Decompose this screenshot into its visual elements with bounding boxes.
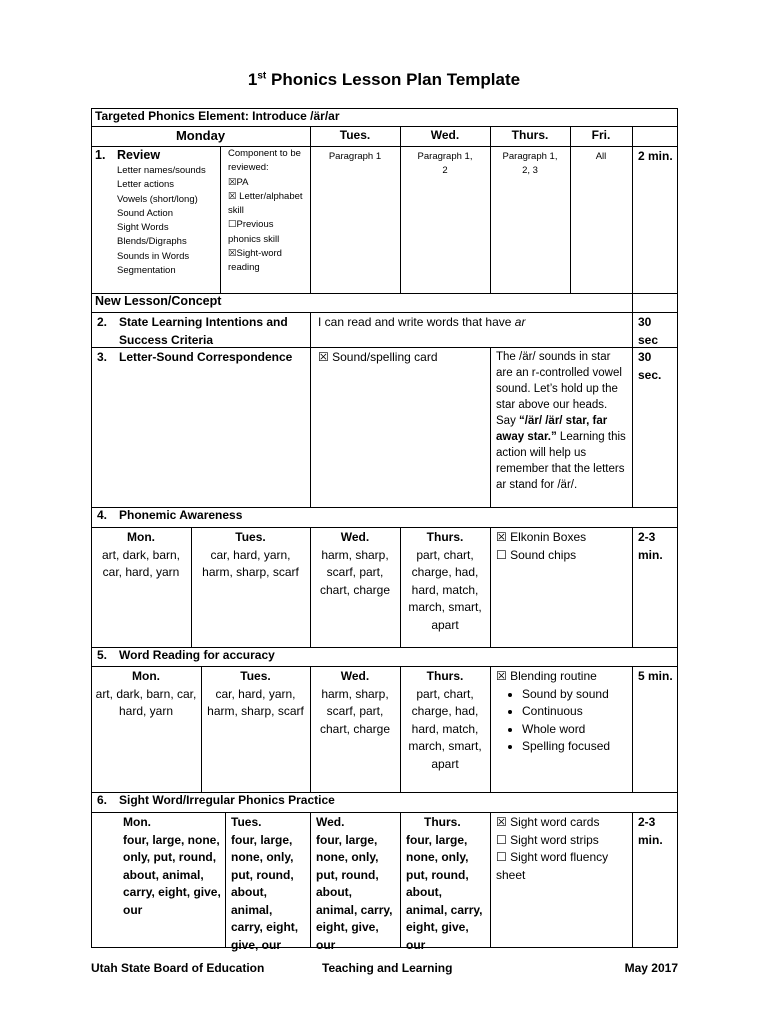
day-header-wed: Wed.	[430, 128, 460, 142]
list-item: • Spelling focused	[522, 738, 628, 756]
review-cell	[91, 146, 220, 293]
section-4-title: 4. Phonemic Awareness	[97, 508, 243, 522]
footer-right: May 2017	[624, 961, 678, 975]
wr-tuesday: Tues. car, hard, yarn, harm, sharp, scarf	[207, 669, 304, 718]
section-3-material: ☒ Sound/spelling card	[318, 350, 438, 364]
review-item: Letter names/sounds	[117, 165, 206, 176]
day-header-fri: Fri.	[591, 128, 611, 142]
component-label: Component to be reviewed:	[228, 148, 301, 174]
sound-chips-checkbox: ☐ Sound chips	[496, 547, 577, 562]
component-pa-checkbox: ☒PA	[228, 176, 249, 188]
targeted-phonics-element: Targeted Phonics Element: Introduce /är/ar	[95, 109, 340, 123]
wr-wednesday: Wed. harm, sharp, scarf, part, chart, charge	[319, 669, 391, 736]
pa-monday: Mon. art, dark, barn, car, hard, yarn	[101, 530, 181, 579]
component-letter-checkbox: ☒ Letter/alphabet skill	[228, 190, 303, 217]
section-5-time: 5 min.	[638, 669, 673, 683]
review-item: Letter actions	[117, 179, 175, 191]
component-sightword-checkbox: ☒Sight-word reading	[228, 248, 282, 274]
sw-materials	[490, 812, 632, 886]
pa-wednesday: Wed. harm, sharp, scarf, part, chart, charge	[319, 530, 391, 597]
elkonin-boxes-checkbox: ☒ Elkonin Boxes	[496, 530, 587, 544]
review-item: Sound Action	[117, 207, 173, 219]
review-heading: 1. Review	[95, 148, 161, 162]
footer-center: Teaching and Learning	[322, 961, 453, 975]
section-3-time: 30 sec.	[638, 350, 662, 382]
list-item: • Continuous	[522, 703, 628, 721]
sw-tuesday: Tues. four, large, none, only, put, round, about, animal, carry, eight, give, our	[231, 815, 299, 952]
list-item: • Whole word	[522, 721, 628, 739]
section-5-title: 5. Word Reading for accuracy	[97, 648, 275, 662]
review-tues: Paragraph 1	[328, 151, 382, 162]
page-title: 1st Phonics Lesson Plan Template	[247, 70, 521, 89]
sight-word-cards-checkbox: ☒ Sight word cards	[496, 815, 600, 829]
section-6-time: 2-3 min.	[638, 815, 663, 847]
new-lesson-heading: New Lesson/Concept	[95, 294, 222, 308]
blending-routine-list	[496, 686, 628, 756]
section-3-note: The /är/ sounds in star are an r-controlled vowel sound. Let’s hold up the star above our heads. Say “/är/ /är/ star, far away star.” Learning this action will help us remember that the letters ar stand for /är/.	[496, 351, 626, 491]
section-2-time: 30 sec	[638, 315, 659, 347]
section-2-intention: I can read and write words that have ar	[318, 315, 526, 329]
review-wed: Paragraph 1, 2	[417, 151, 473, 176]
review-item: Segmentation	[117, 265, 176, 277]
wr-materials	[490, 666, 632, 758]
review-time: 2 min.	[638, 149, 673, 163]
review-item: Vowels (short/long)	[117, 193, 198, 205]
section-3-title: 3. Letter-Sound Correspondence	[97, 350, 293, 364]
pa-thursday: Thurs. part, chart, charge, had, hard, match, march, smart, apart	[408, 530, 482, 632]
pa-materials	[490, 527, 632, 566]
wr-thursday: Thurs. part, chart, charge, had, hard, match, march, smart, apart	[408, 669, 482, 771]
review-item: Sight Words	[117, 222, 169, 234]
footer-left: Utah State Board of Education	[91, 961, 265, 975]
review-item: Blends/Digraphs	[117, 236, 187, 248]
section-6-title: 6. Sight Word/Irregular Phonics Practice	[97, 793, 335, 807]
review-thurs: Paragraph 1, 2, 3	[502, 151, 558, 176]
day-header-monday: Monday	[175, 128, 226, 143]
review-fri: All	[595, 151, 607, 162]
component-previous-checkbox: ☐Previous phonics skill	[228, 219, 280, 245]
section-4-time: 2-3 min.	[638, 530, 663, 562]
sw-monday: Mon. four, large, none, only, put, round, about, animal, carry, eight, give, our	[123, 815, 221, 917]
review-component-cell	[220, 146, 310, 293]
pa-tuesday: Tues. car, hard, yarn, harm, sharp, scarf	[202, 530, 299, 579]
sw-wednesday: Wed. four, large, none, only, put, round, about, animal, carry, eight, give, our	[316, 815, 393, 952]
sight-word-fluency-checkbox: ☐ Sight word fluency sheet	[496, 850, 609, 882]
section-2-title: 2. State Learning Intentions and Success Criteria	[97, 315, 288, 347]
review-items	[95, 164, 216, 278]
wr-monday: Mon. art, dark, barn, car, hard, yarn	[95, 669, 197, 718]
day-header-thurs: Thurs.	[511, 128, 549, 142]
sw-thursday: Thurs. four, large, none, only, put, round, about, animal, carry, eight, give, our	[406, 815, 483, 952]
blending-routine-checkbox: ☒ Blending routine	[496, 669, 597, 683]
day-header-tues: Tues.	[339, 128, 371, 142]
list-item: • Sound by sound	[522, 686, 628, 704]
sight-word-strips-checkbox: ☐ Sight word strips	[496, 832, 599, 847]
review-item: Sounds in Words	[117, 250, 190, 262]
